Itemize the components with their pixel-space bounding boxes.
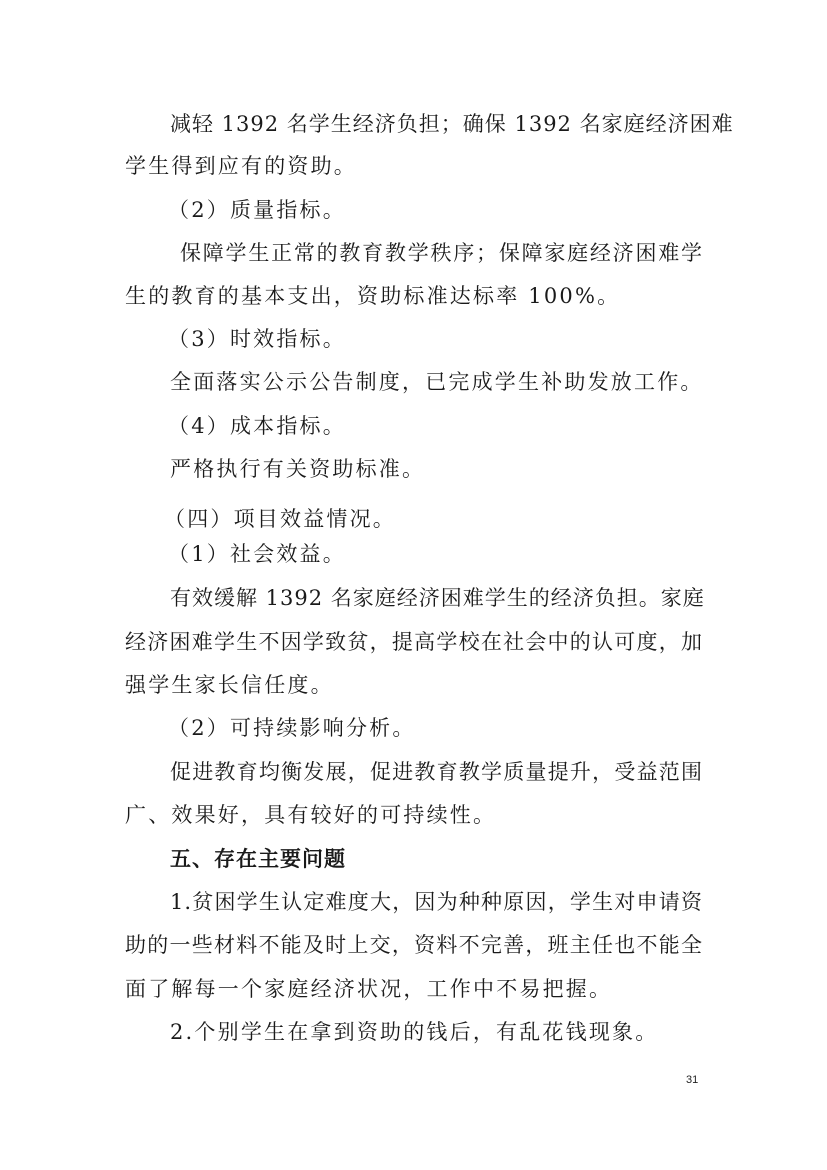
paragraph-line: 面了解每一个家庭经济状况，工作中不易把握。 (125, 977, 613, 1001)
section-item-title: （4）成本指标。 (168, 414, 346, 438)
paragraph-line: 减轻 1392 名学生经济负担；确保 1392 名家庭经济困难 (170, 112, 734, 136)
paragraph-line: 经济困难学生不因学致贫，提高学校在社会中的认可度，加 (125, 630, 703, 654)
paragraph-line: 广、效果好，具有较好的可持续性。 (125, 803, 497, 827)
paragraph-line: 促进教育均衡发展，促进教育教学质量提升，受益范围 (170, 760, 703, 784)
paragraph-line: 1.贫困学生认定难度大，因为种种原因，学生对申请资 (170, 890, 703, 914)
section-item-title: （1）社会效益。 (168, 542, 346, 566)
paragraph-line: 严格执行有关资助标准。 (170, 457, 426, 481)
paragraph-line: 保障学生正常的教育教学秩序；保障家庭经济困难学 (180, 241, 703, 265)
paragraph-line: 生的教育的基本支出，资助标准达标率 100%。 (125, 284, 621, 308)
section-item-title: （2）质量指标。 (168, 198, 346, 222)
paragraph-line: 全面落实公示公告制度，已完成学生补助发放工作。 (170, 370, 704, 394)
page-number: 31 (686, 1074, 699, 1086)
section-item-title: （3）时效指标。 (168, 327, 346, 351)
paragraph-line: 助的一些材料不能及时上交，资料不完善，班主任也不能全 (125, 933, 703, 957)
paragraph-line: 学生得到应有的资助。 (125, 154, 357, 178)
paragraph-line: 有效缓解 1392 名家庭经济困难学生的经济负担。家庭 (170, 586, 705, 610)
paragraph-line: 强学生家长信任度。 (125, 673, 334, 697)
subsection-title: （四）项目效益情况。 (164, 507, 396, 531)
paragraph-line: 2.个别学生在拿到资助的钱后，有乱花钱现象。 (170, 1020, 659, 1044)
section-item-title: （2）可持续影响分析。 (168, 716, 416, 740)
section-heading: 五、存在主要问题 (170, 847, 346, 871)
